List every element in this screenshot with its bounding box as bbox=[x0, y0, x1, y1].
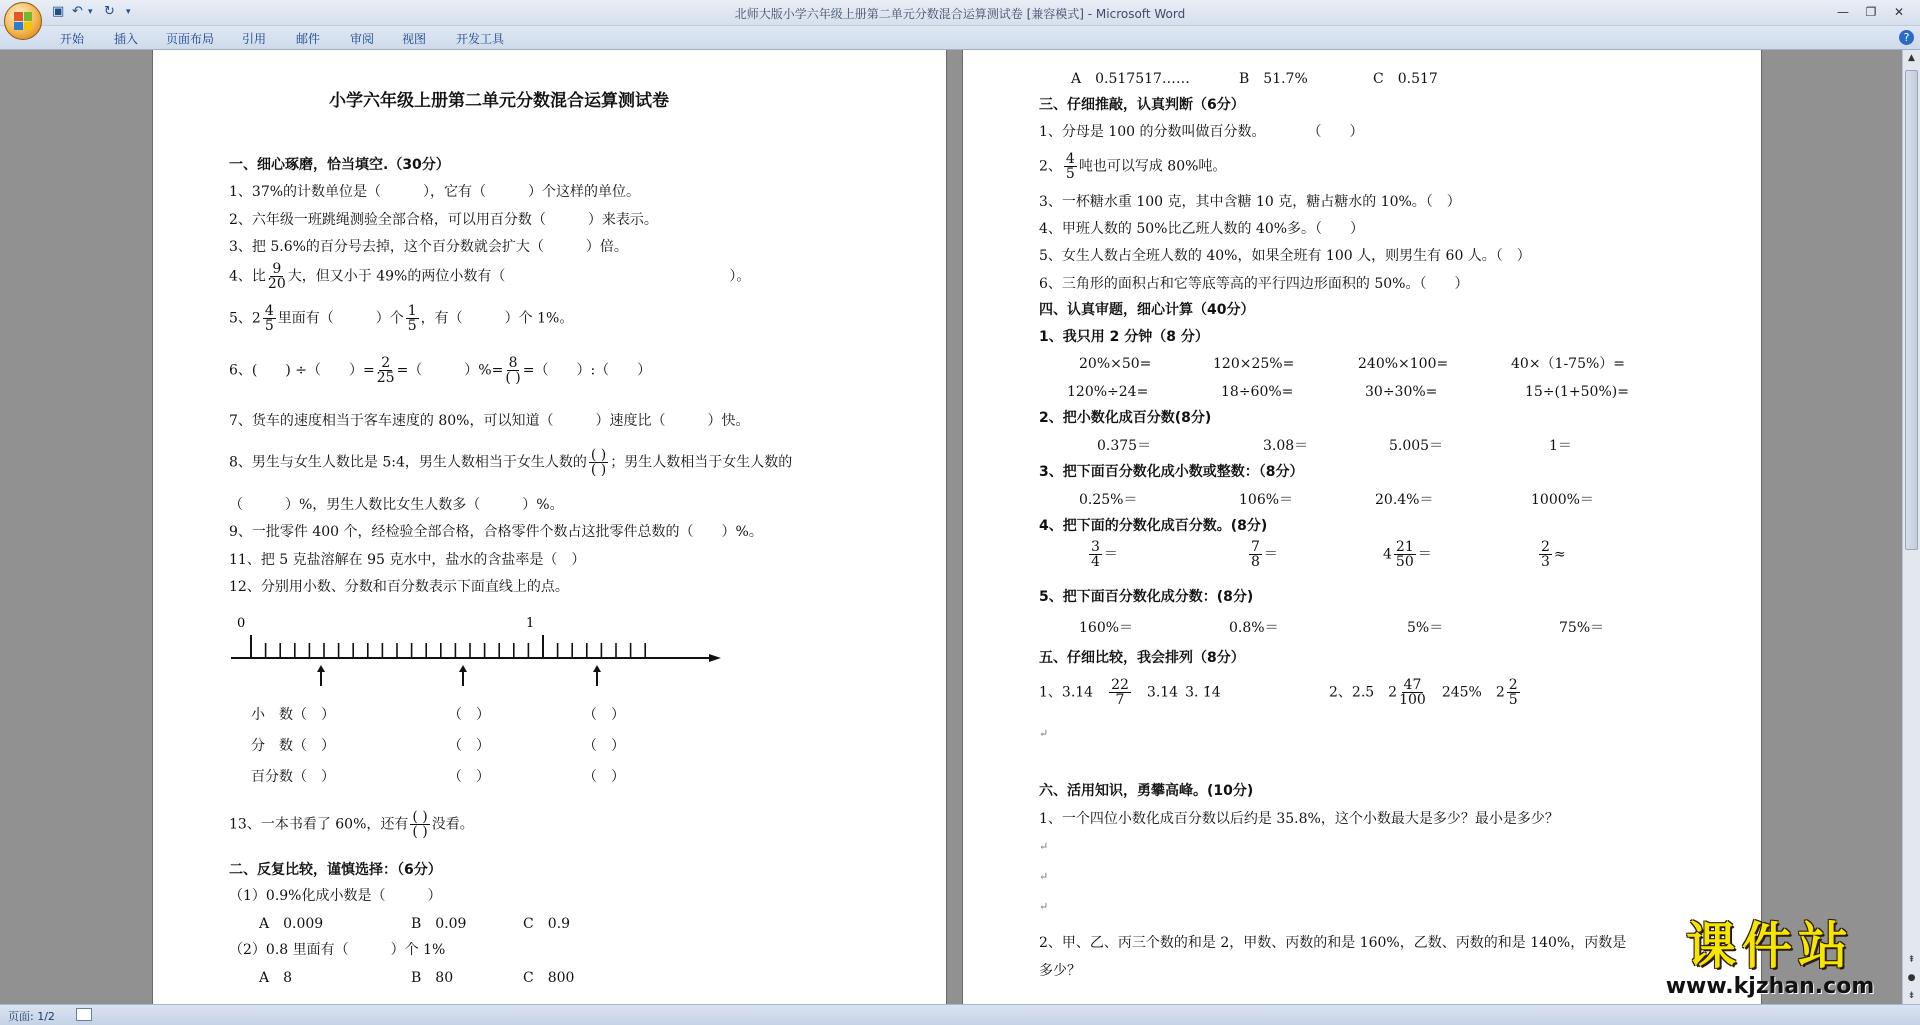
office-button[interactable] bbox=[4, 2, 42, 40]
percent-item: 1000%＝ bbox=[1531, 492, 1594, 508]
j2-text: 2、 bbox=[1039, 158, 1062, 175]
denominator: 5 bbox=[407, 318, 417, 334]
numerator: 4 bbox=[1065, 151, 1075, 167]
restore-icon[interactable]: ❐ bbox=[1865, 5, 1877, 19]
percent-heading: 3、把下面百分数化成小数或整数：（8分） bbox=[1039, 464, 1304, 480]
point-arrow-1 bbox=[317, 665, 325, 686]
watermark-url: www.kjzhan.com bbox=[1665, 974, 1875, 999]
question-6 bbox=[229, 356, 651, 385]
section-4-heading: 四、认真审题，细心计算（40分） bbox=[1039, 302, 1255, 318]
fraction-heading: 4、把下面的分数化成百分数。(8分) bbox=[1039, 518, 1268, 534]
numerator: 22 bbox=[1111, 677, 1129, 693]
numerator: 3 bbox=[1091, 539, 1100, 555]
paragraph-mark: ↵ bbox=[1039, 900, 1049, 913]
page-indicator[interactable]: 页面: 1/2 bbox=[8, 1010, 55, 1023]
equals: ＝ bbox=[1417, 546, 1432, 563]
answer-blank: （ ） bbox=[448, 707, 490, 723]
question-1: 1、37%的计数单位是（ ），它有（ ）个这样的单位。 bbox=[229, 184, 641, 200]
fraction-item bbox=[1383, 540, 1432, 569]
save-icon[interactable]: ▣ bbox=[52, 4, 65, 19]
answer-blank: （ ） bbox=[448, 769, 490, 785]
point-arrow-2 bbox=[459, 665, 467, 686]
office-logo-icon bbox=[14, 12, 32, 30]
numerator: 4 bbox=[264, 303, 274, 319]
calc-item: 120×25%= bbox=[1213, 356, 1295, 372]
pf-item: 75%＝ bbox=[1559, 620, 1605, 636]
vertical-scrollbar[interactable] bbox=[1902, 50, 1920, 1004]
calc-item: 30÷30%= bbox=[1365, 384, 1438, 400]
decimal-item: 3.08＝ bbox=[1263, 438, 1309, 454]
choice-2-option-c: C 800 bbox=[523, 970, 575, 986]
fraction-item bbox=[1247, 540, 1278, 569]
order-item: 3.14̇ bbox=[1146, 684, 1179, 701]
question-13 bbox=[229, 810, 474, 839]
section-2-heading: 二、反复比较，谨慎选择：（6分） bbox=[229, 862, 442, 878]
whole-part: 4 bbox=[1383, 546, 1392, 563]
judge-6: 6、三角形的面积占和它等底等高的平行四边形面积的 50%。（ ） bbox=[1039, 276, 1469, 292]
calc-item: 18÷60%= bbox=[1221, 384, 1294, 400]
customize-qat-icon[interactable]: ▾ bbox=[126, 7, 131, 17]
page-2 bbox=[962, 50, 1762, 1004]
whole-part: 2 bbox=[1388, 684, 1398, 701]
denominator: 3 bbox=[1541, 554, 1550, 570]
fraction bbox=[268, 262, 286, 291]
paragraph-mark: ↵ bbox=[1039, 840, 1049, 853]
fraction-item bbox=[1537, 540, 1566, 569]
section-3-heading: 三、仔细推敲，认真判断（6分） bbox=[1039, 97, 1245, 113]
q6-text: =（ ）:（ ） bbox=[522, 362, 652, 379]
fraction bbox=[505, 356, 520, 385]
next-page-icon[interactable]: ⇟ bbox=[1907, 991, 1916, 1001]
judge-4: 4、甲班人数的 50%比乙班人数的 40%多。（ ） bbox=[1039, 221, 1365, 237]
order-item: 245% bbox=[1441, 684, 1482, 701]
numerator: 47 bbox=[1403, 677, 1422, 693]
fraction bbox=[1394, 540, 1416, 569]
question-9: 9、一批零件 400 个，经检验全部合格，合格零件个数占这批零件总数的（ ）%。 bbox=[229, 524, 763, 540]
tab-home[interactable]: 开始 bbox=[60, 32, 85, 46]
order-item: 3. 1̇4̇ bbox=[1185, 684, 1221, 701]
denominator: 4 bbox=[1091, 554, 1100, 570]
scroll-thumb[interactable] bbox=[1905, 70, 1918, 550]
numerator: 9 bbox=[272, 261, 282, 277]
denominator: 20 bbox=[267, 276, 286, 292]
section-1-heading: 一、细心琢磨，恰当填空.（30分） bbox=[229, 157, 450, 173]
denominator: ( ) bbox=[412, 824, 428, 840]
order-item: 1、3.14 bbox=[1039, 684, 1094, 701]
q6-text: 6、( ) ÷（ ）= bbox=[229, 362, 375, 379]
section-5-heading: 五、仔细比较，我会排列（8分） bbox=[1039, 650, 1245, 666]
fraction bbox=[1507, 678, 1520, 707]
judge-5: 5、女生人数占全班人数的 40%，如果全班有 100 人，则男生有 60 人。（ ） bbox=[1039, 248, 1531, 264]
decimal-item: 0.375＝ bbox=[1097, 438, 1152, 454]
paragraph-mark: ↵ bbox=[1039, 870, 1049, 883]
number-line-label-0: 0 bbox=[237, 616, 246, 631]
numerator: 1 bbox=[407, 303, 417, 319]
calc-item: 15÷(1+50%)= bbox=[1525, 384, 1629, 400]
axis-arrowhead bbox=[709, 654, 721, 662]
document-area bbox=[0, 50, 1920, 1004]
fraction bbox=[1249, 540, 1262, 569]
numerator: 2 bbox=[381, 355, 391, 371]
answer-blank: （ ） bbox=[583, 769, 625, 785]
question-7: 7、货车的速度相当于客车速度的 80%，可以知道（ ）速度比（ ）快。 bbox=[229, 413, 750, 429]
question-3: 3、把 5.6%的百分号去掉，这个百分数就会扩大（ ）倍。 bbox=[229, 239, 628, 255]
fraction-item bbox=[1087, 540, 1118, 569]
choice-2-option-b: B 80 bbox=[411, 970, 454, 986]
percent-item: 0.25%＝ bbox=[1079, 492, 1138, 508]
calc-item: 120%÷24= bbox=[1067, 384, 1149, 400]
fraction bbox=[1399, 678, 1426, 707]
q5-text: 5、2 bbox=[229, 310, 261, 327]
numerator: ( ) bbox=[412, 809, 428, 825]
close-icon[interactable]: ✕ bbox=[1893, 5, 1905, 19]
equals: ＝ bbox=[1263, 546, 1278, 563]
row-fraction: 分 数（ ） bbox=[251, 738, 335, 754]
denominator: ( ) bbox=[505, 370, 521, 386]
question-8 bbox=[229, 448, 792, 477]
numerator: 2 bbox=[1508, 677, 1518, 693]
choice-2-option-a: A 8 bbox=[259, 970, 293, 986]
choice-2: （2）0.8 里面有（ ）个 1% bbox=[229, 942, 446, 958]
calc-item: 40×（1-75%）= bbox=[1511, 356, 1626, 372]
tab-view[interactable]: 视图 bbox=[402, 32, 427, 46]
choice-1: （1）0.9%化成小数是（ ） bbox=[229, 888, 442, 904]
j2-text: 吨也可以写成 80%吨。 bbox=[1078, 158, 1227, 175]
prev-page-icon[interactable]: ⇞ bbox=[1907, 955, 1916, 965]
denominator: 100 bbox=[1399, 692, 1426, 708]
fraction bbox=[406, 304, 419, 333]
prev-choice-option-c: C 0.517 bbox=[1373, 71, 1438, 87]
number-line-label-1: 1 bbox=[526, 616, 535, 631]
tab-insert[interactable]: 插入 bbox=[114, 32, 139, 46]
redo-icon[interactable]: ↻ bbox=[104, 4, 115, 19]
answer-blank: （ ） bbox=[583, 707, 625, 723]
calc-heading: 1、我只用 2 分钟（8 分） bbox=[1039, 329, 1209, 345]
approx: ≈ bbox=[1553, 546, 1566, 563]
undo-icon[interactable]: ↶ bbox=[72, 4, 83, 19]
order-item: 2、2.5 bbox=[1329, 684, 1375, 701]
question-11: 11、把 5 克盐溶解在 95 克水中，盐水的含盐率是（ ） bbox=[229, 552, 586, 568]
pf-item: 160%＝ bbox=[1079, 620, 1134, 636]
watermark-title: 课件站 bbox=[1686, 917, 1854, 975]
browse-object-icon[interactable]: ● bbox=[1907, 973, 1916, 983]
decimal-item: 5.005＝ bbox=[1389, 438, 1444, 454]
judge-1: 1、分母是 100 的分数叫做百分数。 （ ） bbox=[1039, 124, 1364, 140]
choice-1-option-a: A 0.009 bbox=[259, 916, 324, 932]
question-4 bbox=[229, 262, 750, 291]
q13-text: 没看。 bbox=[431, 816, 474, 833]
fraction bbox=[1089, 540, 1102, 569]
numerator: 2 bbox=[1541, 539, 1550, 555]
pf-item: 0.8%＝ bbox=[1229, 620, 1279, 636]
fraction bbox=[410, 810, 429, 839]
choice-1-option-c: C 0.9 bbox=[523, 916, 570, 932]
percent-item: 106%＝ bbox=[1239, 492, 1294, 508]
question-2: 2、六年级一班跳绳测验全部合格，可以用百分数（ ）来表示。 bbox=[229, 212, 658, 228]
numerator: 8 bbox=[508, 355, 518, 371]
calc-item: 240%×100= bbox=[1358, 356, 1449, 372]
denominator: 5 bbox=[1508, 692, 1518, 708]
percent-to-fraction-heading: 5、把下面百分数化成分数：(8分) bbox=[1039, 589, 1254, 605]
choice-1-option-b: B 0.09 bbox=[411, 916, 467, 932]
denominator: ( ) bbox=[590, 462, 607, 478]
window-title: 北师大版小学六年级上册第二单元分数混合运算测试卷 [兼容模式] - Microsoft Word bbox=[734, 7, 1186, 21]
q8-text: 8、男生与女生人数比是 5:4，男生人数相当于女生人数的 bbox=[229, 454, 587, 471]
problem-2-line2: 多少？ bbox=[1039, 963, 1081, 979]
prev-choice-option-b: B 51.7% bbox=[1239, 71, 1308, 87]
denominator: 8 bbox=[1251, 554, 1260, 570]
doc-title: 小学六年级上册第二单元分数混合运算测试卷 bbox=[329, 91, 669, 111]
q4-text: 4、比 bbox=[229, 268, 266, 285]
judge-2 bbox=[1039, 152, 1226, 181]
q6-text: =（ ）%= bbox=[396, 362, 504, 379]
row-decimal: 小 数（ ） bbox=[251, 707, 335, 723]
calc-item: 20%×50= bbox=[1079, 356, 1152, 372]
order-1 bbox=[1039, 678, 1221, 707]
undo-dropdown-icon[interactable]: ▾ bbox=[88, 7, 93, 17]
paragraph-mark: ↵ bbox=[1039, 727, 1049, 740]
fraction bbox=[1109, 678, 1131, 707]
site-watermark bbox=[1654, 918, 1886, 1008]
page-1 bbox=[152, 50, 947, 1004]
decimal-heading: 2、把小数化成百分数(8分) bbox=[1039, 410, 1212, 426]
denominator: 5 bbox=[264, 318, 274, 334]
question-5 bbox=[229, 304, 573, 333]
help-icon[interactable]: ? bbox=[1899, 30, 1914, 45]
tick-marks bbox=[251, 635, 645, 658]
fraction bbox=[377, 356, 395, 385]
row-percent: 百分数（ ） bbox=[251, 769, 335, 785]
status-bar bbox=[0, 1004, 1920, 1025]
problem-2: 2、甲、乙、丙三个数的和是 2，甲数、丙数的和是 160%，乙数、丙数的和是 140%，丙数是 bbox=[1039, 935, 1627, 951]
tab-page-layout[interactable]: 页面布局 bbox=[166, 32, 215, 46]
pf-item: 5%＝ bbox=[1407, 620, 1444, 636]
denominator: 25 bbox=[376, 370, 395, 386]
answer-blank: （ ） bbox=[583, 738, 625, 754]
judge-3: 3、一杯糖水重 100 克，其中含糖 10 克，糖占糖水的 10%。（ ） bbox=[1039, 194, 1461, 210]
prev-choice-option-a: A 0.517517…… bbox=[1071, 71, 1190, 87]
denominator: 5 bbox=[1065, 166, 1075, 182]
tab-mailings[interactable]: 邮件 bbox=[296, 32, 321, 46]
title-bar bbox=[0, 0, 1920, 26]
question-8-line2: （ ）%，男生人数比女生人数多（ ）%。 bbox=[229, 497, 564, 513]
fraction bbox=[589, 448, 608, 477]
denominator: 50 bbox=[1395, 554, 1414, 570]
answer-blank: （ ） bbox=[448, 738, 490, 754]
equals: ＝ bbox=[1103, 546, 1118, 563]
percent-item: 20.4%＝ bbox=[1375, 492, 1434, 508]
decimal-item: 1＝ bbox=[1549, 438, 1572, 454]
ribbon-tabs bbox=[0, 26, 1920, 50]
number-line bbox=[231, 615, 721, 705]
question-12: 12、分别用小数、分数和百分数表示下面直线上的点。 bbox=[229, 579, 569, 595]
order-2 bbox=[1329, 678, 1522, 707]
fraction bbox=[263, 304, 276, 333]
scroll-up-icon[interactable]: ▲ bbox=[1908, 53, 1915, 63]
proofing-icon[interactable] bbox=[76, 1008, 92, 1021]
minimize-icon[interactable]: — bbox=[1837, 5, 1849, 19]
section-6-heading: 六、活用知识，勇攀高峰。(10分) bbox=[1039, 783, 1254, 799]
q5-text: ，有（ ）个 1%。 bbox=[420, 310, 574, 327]
numerator: ( ) bbox=[590, 447, 607, 463]
whole-part: 2 bbox=[1495, 684, 1505, 701]
tab-developer[interactable]: 开发工具 bbox=[456, 32, 505, 46]
q13-text: 13、一本书看了 60%，还有 bbox=[229, 816, 409, 833]
tab-references[interactable]: 引用 bbox=[242, 32, 267, 46]
point-arrow-3 bbox=[593, 665, 601, 686]
fraction bbox=[1539, 540, 1552, 569]
q5-text: 里面有（ ）个 bbox=[277, 310, 404, 327]
q8-text: ；男生人数相当于女生人数的 bbox=[610, 454, 793, 471]
fraction bbox=[1064, 152, 1077, 181]
tab-review[interactable]: 审阅 bbox=[350, 32, 375, 46]
numerator: 21 bbox=[1395, 539, 1414, 555]
numerator: 7 bbox=[1251, 539, 1260, 555]
problem-1: 1、一个四位小数化成百分数以后约是 35.8%，这个小数最大是多少？最小是多少？ bbox=[1039, 811, 1559, 827]
q4-text: 大，但又小于 49%的两位小数有（ ）。 bbox=[287, 268, 751, 285]
denominator: 7 bbox=[1115, 692, 1125, 708]
